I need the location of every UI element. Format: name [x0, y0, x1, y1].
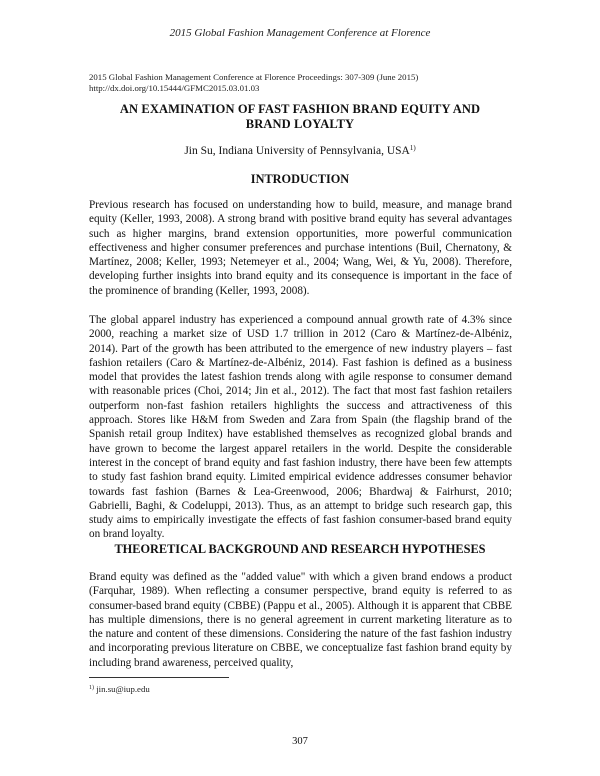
page-number: 307: [292, 736, 308, 747]
footnote-divider: [89, 677, 229, 678]
paper-title: AN EXAMINATION OF FAST FASHION BRAND EQUITY AND BRAND LOYALTY: [119, 102, 481, 131]
footnote-email[interactable]: jin.su@iup.edu: [96, 684, 150, 694]
author-name: Jin Su, Indiana University of Pennsylvania, USA: [184, 145, 410, 157]
author-line: [0, 144, 600, 157]
introduction-paragraph: The global apparel industry has experienced a compound annual growth rate of 4.3% since 2000, reaching a market size of USD 1.7 trillion in 2012 (Caro & Martínez-de-Albéniz, 2014). Part of the growth has been attributed to the emergence of new industry players – fast fashion retailers (Caro & Martínez-de-Albéniz, 2014). Fast fashion is defined as a business model that provides the latest fashion trends along with agile response to consumer demand with reasonable prices (Choi, 2014; Jin et al., 2012). The fact that most fast fashion retailers outperform non-fast fashion retailers highlights the success and attractiveness of this approach. Stores like H&M from Sweden and Zara from Spain (the flagship brand of the Spanish retail group Inditex) have established themselves as recognized global brands and have grown to become the largest apparel retailers in the world. Despite the considerable interest in the concept of brand equity and fast fashion industry, there have been few attempts to study fast fashion brand equity. Limited empirical evidence addresses consumer behavior towards fast fashion (Barnes & Lea-Greenwood, 2006; Bhardwaj & Fairhurst, 2010; Gabrielli, Baghi, & Codeluppi, 2013). Thus, as an attempt to bridge such research gap, this study aims to empirically investigate the effects of fast fashion consumer-based brand equity on brand loyalty.: [89, 314, 512, 541]
doi-link[interactable]: http://dx.doi.org/10.15444/GFMC2015.03.01.03: [89, 83, 260, 93]
section-heading-introduction: INTRODUCTION: [250, 172, 350, 186]
proceedings-citation: 2015 Global Fashion Management Conference at Florence Proceedings: 307-309 (June 2015): [89, 72, 419, 82]
author-footnote-marker: 1): [409, 144, 416, 152]
theory-paragraph: Brand equity was defined as the "added value" with which a given brand endows a product (Farquhar, 1989). When reflecting a consumer perspective, brand equity is referred to as consumer-based brand equity (CBBE) (Pappu et al., 2005). Although it is apparent that CBBE has multiple dimensions, there is no general agreement in current marketing literature as to the nature and content of these dimensions. Considering the nature of the fast fashion industry and incorporating previous literature on CBBE, we conceptualize fast fashion brand equity by including brand awareness, perceived quality,: [89, 571, 512, 669]
section-heading-theoretical-background: THEORETICAL BACKGROUND AND RESEARCH HYPOTHESES: [114, 542, 486, 556]
introduction-paragraph: Previous research has focused on understanding how to build, measure, and manage brand equity (Keller, 1993, 2008). A strong brand with positive brand equity has several advantages such as higher margins, brand extension opportunities, more powerful communication effectiveness and higher consumer preferences and purchase intentions (Buil, Chernatony, & Martínez, 2008; Keller, 1993; Netemeyer et al., 2004; Wang, Wei, & Yu, 2008). Therefore, developing further insights into brand equity and its consequence is important in the face of the prominence of branding (Keller, 1993, 2008).: [89, 199, 512, 297]
footnote: [89, 684, 150, 694]
footnote-marker: 1): [89, 685, 94, 691]
running-header: 2015 Global Fashion Management Conference at Florence: [169, 27, 431, 39]
